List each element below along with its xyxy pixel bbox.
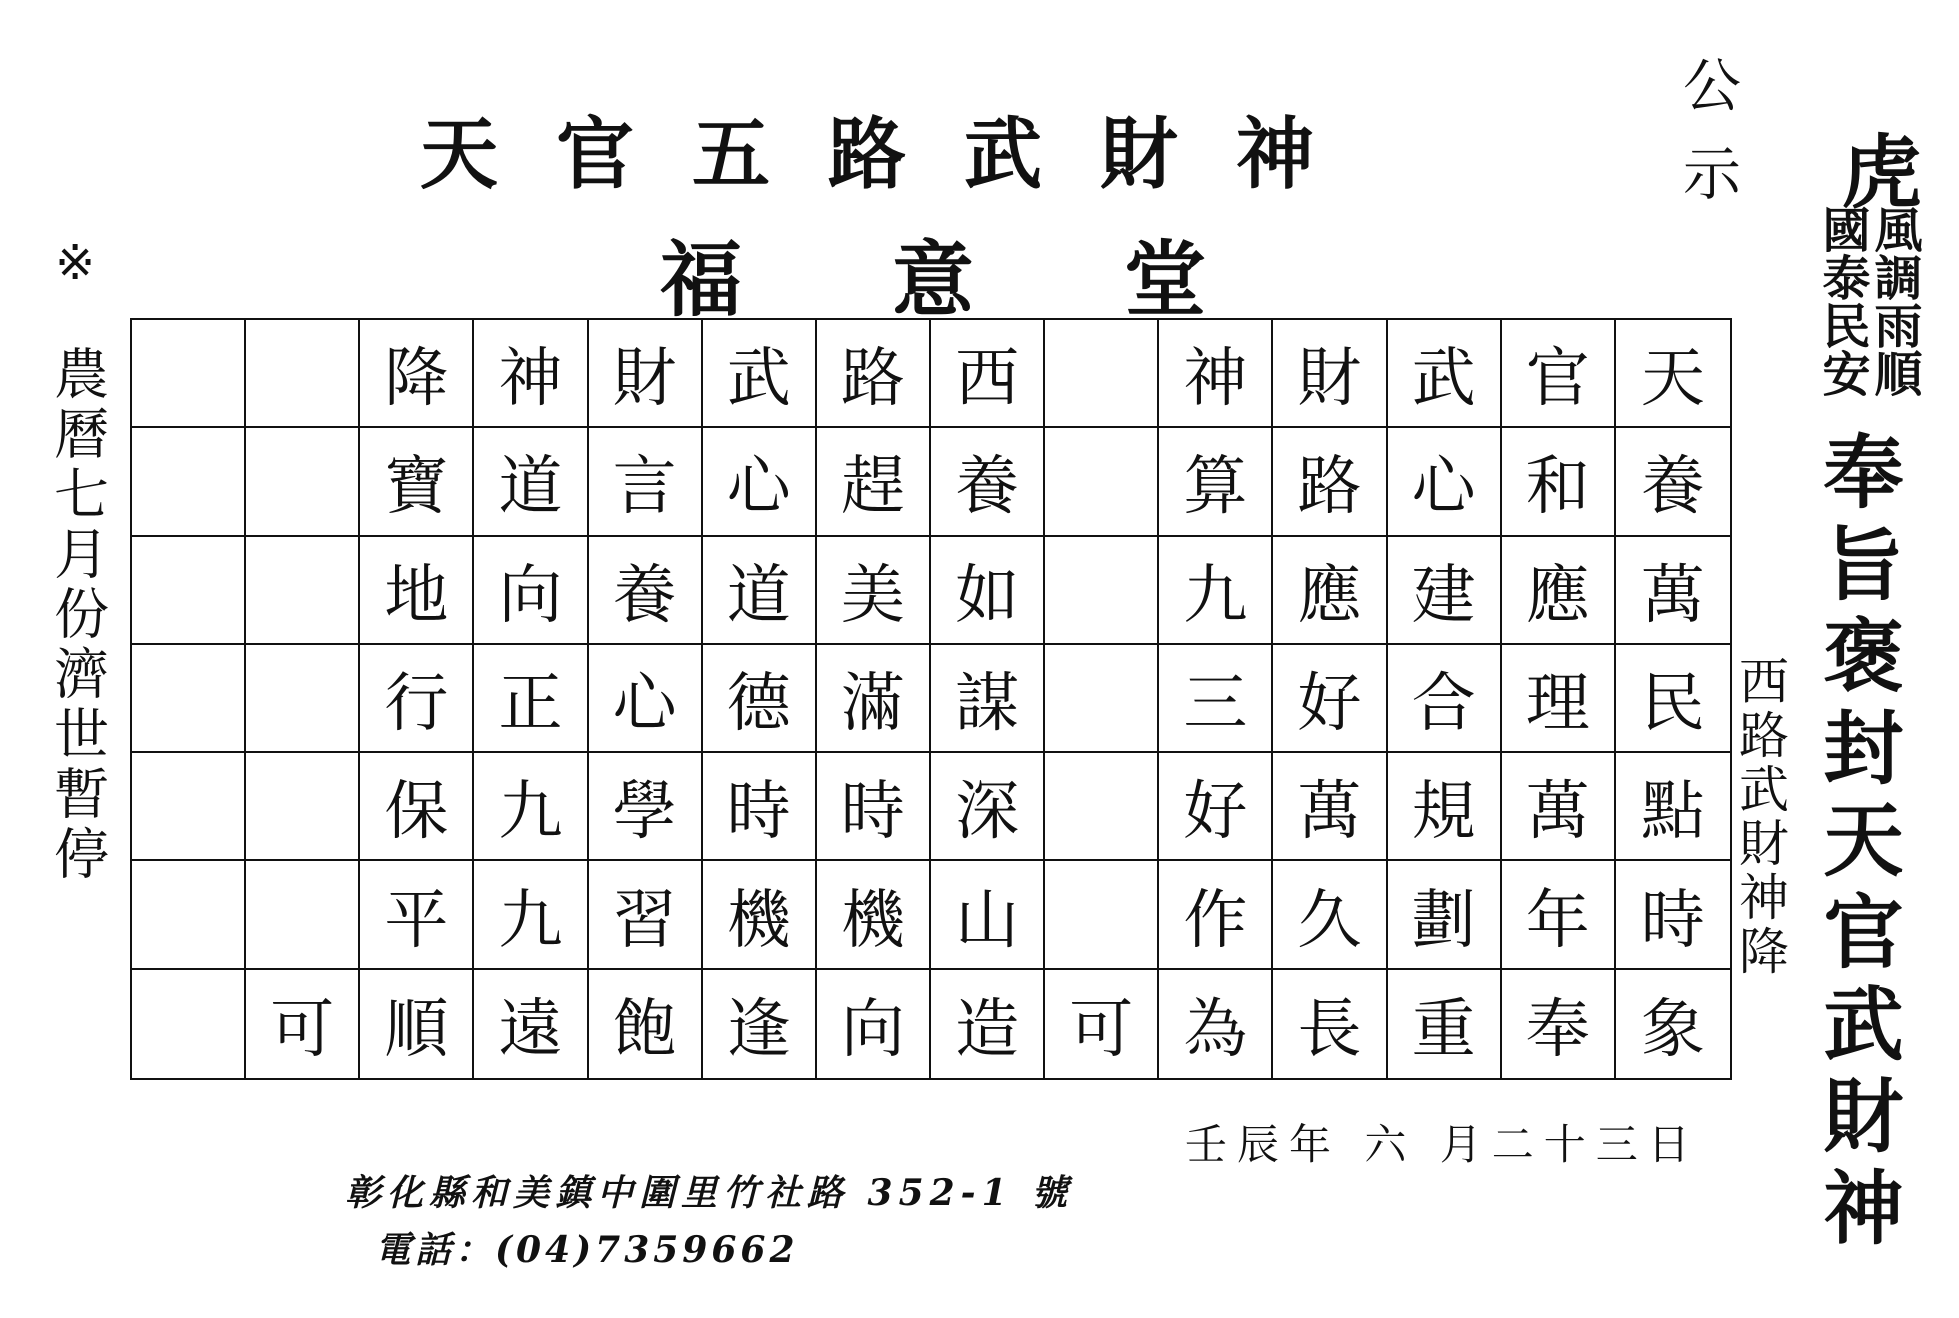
grid-cell: 萬	[1616, 537, 1730, 645]
issue-date: 壬辰年 六 月二十三日	[1185, 1120, 1700, 1169]
grid-cell: 心	[589, 645, 703, 753]
grid-cell: 造	[931, 970, 1045, 1078]
grid-cell: 順	[360, 970, 474, 1078]
deity-signature: 西路武財神降	[1731, 655, 1789, 979]
suspension-notice: 農曆七月份濟世暫停	[45, 345, 109, 885]
grid-cell: 路	[817, 320, 931, 428]
grid-cell: 逢	[703, 970, 817, 1078]
grid-cell: 機	[703, 861, 817, 969]
hall-name: 福意堂	[660, 232, 1357, 328]
grid-cell: 機	[817, 861, 931, 969]
grid-cell: 長	[1273, 970, 1387, 1078]
grid-cell: 應	[1273, 537, 1387, 645]
grid-cell: 道	[703, 537, 817, 645]
grid-cell	[246, 645, 360, 753]
grid-cell: 久	[1273, 861, 1387, 969]
grid-cell	[1045, 753, 1159, 861]
grid-cell	[132, 537, 246, 645]
grid-cell: 年	[1502, 861, 1616, 969]
grid-cell: 養	[589, 537, 703, 645]
grid-cell: 為	[1159, 970, 1273, 1078]
grid-cell: 天	[1616, 320, 1730, 428]
grid-cell: 時	[817, 753, 931, 861]
grid-cell: 德	[703, 645, 817, 753]
grid-cell: 如	[931, 537, 1045, 645]
grid-cell: 點	[1616, 753, 1730, 861]
grid-cell	[246, 320, 360, 428]
grid-cell: 官	[1502, 320, 1616, 428]
grid-cell	[246, 537, 360, 645]
grid-cell: 合	[1388, 645, 1502, 753]
grid-cell: 九	[474, 861, 588, 969]
grid-cell	[132, 861, 246, 969]
grid-cell: 趕	[817, 428, 931, 536]
grid-cell	[246, 428, 360, 536]
grid-cell: 習	[589, 861, 703, 969]
tiger-character: 虎	[1828, 130, 1922, 210]
grid-cell: 西	[931, 320, 1045, 428]
grid-cell	[246, 753, 360, 861]
grid-cell: 算	[1159, 428, 1273, 536]
grid-cell: 養	[931, 428, 1045, 536]
grid-cell: 向	[474, 537, 588, 645]
grid-cell: 降	[360, 320, 474, 428]
grid-cell	[1045, 861, 1159, 969]
grid-cell: 行	[360, 645, 474, 753]
grid-cell: 言	[589, 428, 703, 536]
grid-cell	[1045, 320, 1159, 428]
grid-cell: 萬	[1273, 753, 1387, 861]
asterism-mark: ※	[55, 235, 96, 291]
grid-cell: 好	[1159, 753, 1273, 861]
grid-cell: 象	[1640, 992, 1705, 1067]
grid-cell: 萬	[1502, 753, 1616, 861]
grid-cell: 劃	[1388, 861, 1502, 969]
grid-cell: 路	[1273, 428, 1387, 536]
phone-number: 電話：(04)7359662	[375, 1229, 799, 1271]
grid-cell: 心	[1388, 428, 1502, 536]
grid-cell: 寶	[360, 428, 474, 536]
grid-cell: 飽	[589, 970, 703, 1078]
grid-cell: 作	[1159, 861, 1273, 969]
grid-cell: 重	[1388, 970, 1502, 1078]
grid-cell: 規	[1388, 753, 1502, 861]
grid-cell	[1045, 645, 1159, 753]
grid-cell: 遠	[474, 970, 588, 1078]
grid-cell: 道	[474, 428, 588, 536]
motto-weather: 風調雨順	[1866, 205, 1922, 397]
grid-cell	[132, 320, 246, 428]
grid-cell: 財	[1273, 320, 1387, 428]
message-grid	[130, 318, 1732, 1080]
grid-cell: 建	[1388, 537, 1502, 645]
grid-cell	[132, 753, 246, 861]
grid-cell: 奉	[1502, 970, 1616, 1078]
grid-cell: 學	[589, 753, 703, 861]
grid-cell	[1045, 428, 1159, 536]
grid-cell: 向	[817, 970, 931, 1078]
grid-cell	[246, 861, 360, 969]
grid-cell: 滿	[817, 645, 931, 753]
grid-cell: 理	[1502, 645, 1616, 753]
decree-heading: 奉旨褒封天官武財神	[1810, 430, 1904, 1258]
motto-peace: 國泰民安	[1814, 205, 1870, 397]
grid-cell: 和	[1502, 428, 1616, 536]
grid-cell: 謀	[931, 645, 1045, 753]
grid-cell: 應	[1502, 537, 1616, 645]
grid-cell: 可	[246, 970, 360, 1078]
grid-cell: 九	[1159, 537, 1273, 645]
grid-cell: 保	[360, 753, 474, 861]
grid-cell: 財	[589, 320, 703, 428]
announcement-mark: 公示	[1673, 55, 1741, 231]
grid-cell: 好	[1273, 645, 1387, 753]
grid-cell: 養	[1616, 428, 1730, 536]
grid-cell: 正	[474, 645, 588, 753]
grid-cell: 神	[474, 320, 588, 428]
grid-cell: 可	[1045, 970, 1159, 1078]
grid-cell: 平	[360, 861, 474, 969]
grid-cell: 神	[1159, 320, 1273, 428]
grid-cell	[132, 970, 246, 1078]
grid-cell: 民	[1616, 645, 1730, 753]
grid-cell: 九	[474, 753, 588, 861]
grid-cell	[132, 645, 246, 753]
grid-cell	[1045, 537, 1159, 645]
grid-cell: 時	[703, 753, 817, 861]
page-title: 天官五路武財神	[420, 109, 1373, 200]
grid-cell: 武	[1388, 320, 1502, 428]
grid-cell: 心	[703, 428, 817, 536]
grid-cell: 時	[1616, 861, 1730, 969]
grid-cell: 三	[1159, 645, 1273, 753]
grid-cell: 地	[360, 537, 474, 645]
grid-cell: 美	[817, 537, 931, 645]
address: 彰化縣和美鎮中圍里竹社路 352-1 號	[345, 1172, 1074, 1214]
grid-cell: 山	[931, 861, 1045, 969]
grid-cell: 深	[931, 753, 1045, 861]
grid-cell	[132, 428, 246, 536]
grid-cell: 武	[703, 320, 817, 428]
